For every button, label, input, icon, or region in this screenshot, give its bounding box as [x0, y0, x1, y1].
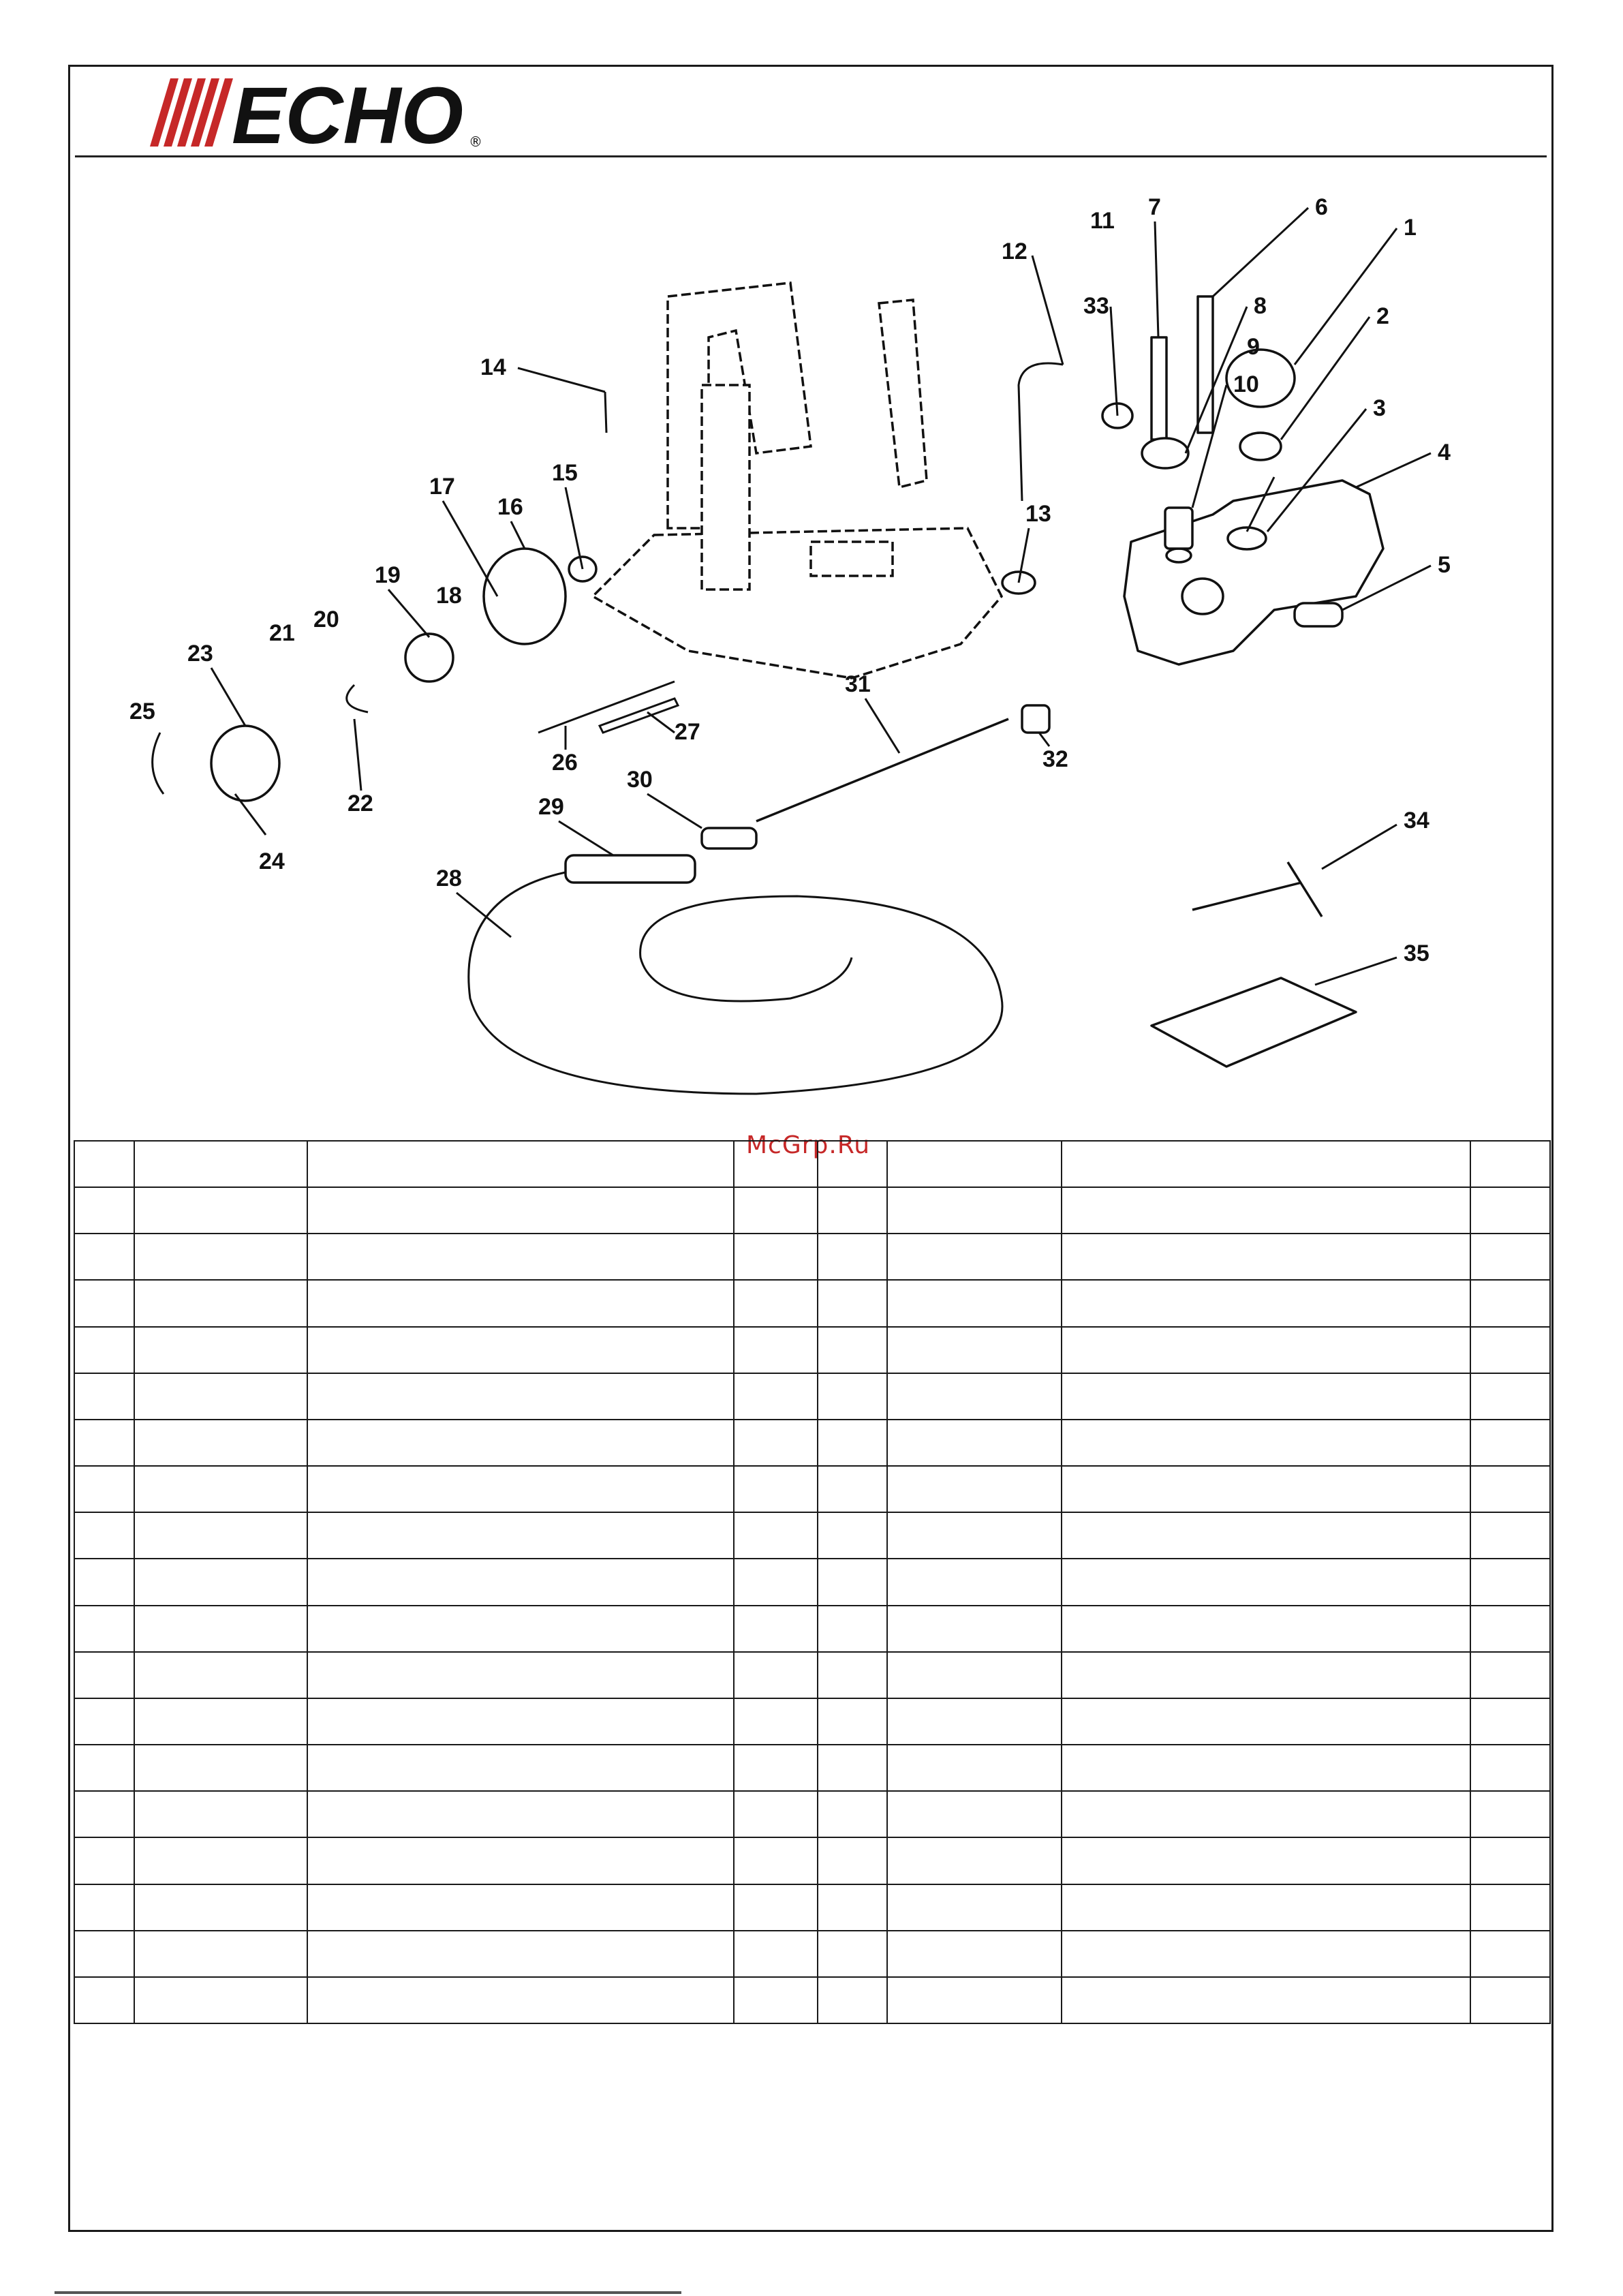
table-cell: [307, 1791, 734, 1837]
table-cell: [1470, 1234, 1550, 1280]
table-cell: [307, 1141, 734, 1187]
table-cell: [74, 1837, 134, 1884]
callout-13: 13: [1025, 501, 1051, 527]
filter: [1165, 508, 1192, 549]
callout-3: 3: [1373, 395, 1386, 421]
table-cell: [134, 1559, 307, 1605]
drain-cap: [1295, 603, 1342, 626]
callout-2: 2: [1376, 303, 1389, 329]
table-row: [74, 1373, 1550, 1420]
callout-7: 7: [1148, 194, 1161, 220]
table-cell: [134, 1884, 307, 1931]
callout-11: 11: [1090, 208, 1115, 234]
table-cell: [307, 1187, 734, 1234]
table-cell: [734, 1187, 818, 1234]
handle-knob: [211, 726, 279, 801]
callout-23: 23: [187, 641, 213, 667]
callout-17: 17: [429, 474, 455, 500]
table-cell: [818, 1512, 887, 1559]
table-cell: [1062, 1512, 1470, 1559]
table-cell: [74, 1280, 134, 1326]
callout-24: 24: [259, 848, 285, 874]
table-cell: [887, 1327, 1062, 1373]
fuel-tank: [1124, 480, 1383, 664]
table-cell: [74, 1698, 134, 1745]
table-cell: [818, 1606, 887, 1652]
pipe-6: [1198, 296, 1213, 433]
table-cell: [74, 1745, 134, 1791]
table-cell: [1470, 1837, 1550, 1884]
table-cell: [1062, 1977, 1470, 2023]
t-wrench: [1192, 862, 1322, 917]
table-cell: [818, 1373, 887, 1420]
table-cell: [134, 1187, 307, 1234]
table-cell: [734, 1745, 818, 1791]
table-cell: [887, 1512, 1062, 1559]
cap-gasket: [1240, 433, 1281, 460]
table-cell: [307, 1698, 734, 1745]
table-cell: [1470, 1512, 1550, 1559]
parts-list-table: [74, 1140, 1551, 2024]
table-row: [74, 1420, 1550, 1466]
table-cell: [818, 1234, 887, 1280]
callout-19: 19: [375, 562, 401, 588]
callout-20: 20: [313, 607, 339, 632]
callout-15: 15: [552, 460, 578, 486]
table-cell: [887, 1141, 1062, 1187]
callout-8: 8: [1254, 293, 1267, 319]
table-cell: [307, 1327, 734, 1373]
table-cell: [1470, 1559, 1550, 1605]
table-cell: [307, 1606, 734, 1652]
callout-32: 32: [1042, 746, 1068, 772]
table-cell: [74, 1373, 134, 1420]
valve-lever: [702, 828, 756, 848]
table-cell: [1062, 1559, 1470, 1605]
table-cell: [734, 1698, 818, 1745]
table-cell: [887, 1420, 1062, 1466]
table-cell: [887, 1466, 1062, 1512]
table-row: [74, 1327, 1550, 1373]
pipe-7: [1151, 337, 1166, 440]
table-cell: [734, 1234, 818, 1280]
table-cell: [1062, 1884, 1470, 1931]
table-cell: [74, 1606, 134, 1652]
table-cell: [818, 1559, 887, 1605]
table-cell: [734, 1652, 818, 1698]
callout-30: 30: [627, 767, 653, 793]
table-cell: [74, 1187, 134, 1234]
table-row: [74, 1977, 1550, 2023]
table-cell: [74, 1234, 134, 1280]
table-cell: [307, 1466, 734, 1512]
table-cell: [887, 1373, 1062, 1420]
table-cell: [134, 1420, 307, 1466]
table-cell: [818, 1884, 887, 1931]
table-cell: [1062, 1698, 1470, 1745]
callout-35: 35: [1404, 940, 1429, 966]
table-cell: [734, 1559, 818, 1605]
table-row: [74, 1234, 1550, 1280]
table-cell: [74, 1327, 134, 1373]
table-cell: [1062, 1141, 1470, 1187]
table-row: [74, 1559, 1550, 1605]
table-cell: [74, 1884, 134, 1931]
table-cell: [1470, 1327, 1550, 1373]
table-cell: [134, 1745, 307, 1791]
table-cell: [134, 1512, 307, 1559]
table-cell: [818, 1187, 887, 1234]
table-cell: [887, 1837, 1062, 1884]
callout-12: 12: [1002, 239, 1027, 264]
plug: [1142, 438, 1188, 468]
table-row: [74, 1745, 1550, 1791]
callout-34: 34: [1404, 808, 1429, 833]
table-cell: [74, 1466, 134, 1512]
clip: [153, 733, 164, 794]
callout-14: 14: [480, 354, 506, 380]
table-cell: [1470, 1141, 1550, 1187]
table-cell: [307, 1559, 734, 1605]
table-row: [74, 1187, 1550, 1234]
backpack-frame: [593, 283, 1002, 678]
table-cell: [818, 1698, 887, 1745]
table-cell: [818, 1327, 887, 1373]
delivery-hose: [469, 872, 1002, 1094]
table-cell: [1470, 1652, 1550, 1698]
table-cell: [74, 1141, 134, 1187]
callout-33: 33: [1083, 293, 1109, 319]
table-cell: [1470, 1187, 1550, 1234]
table-cell: [74, 1977, 134, 2023]
table-cell: [1062, 1280, 1470, 1326]
table-cell: [1062, 1420, 1470, 1466]
table-cell: [134, 1791, 307, 1837]
table-cell: [134, 1327, 307, 1373]
callout-5: 5: [1438, 552, 1451, 578]
table-cell: [734, 1837, 818, 1884]
logo-wordmark: ECHO: [232, 72, 463, 153]
header-rule: [75, 155, 1547, 157]
table-cell: [887, 1931, 1062, 1977]
watermark: McGrp.Ru: [746, 1131, 871, 1159]
table-cell: [734, 1466, 818, 1512]
footer-rule: [55, 2291, 681, 2294]
table-cell: [734, 1512, 818, 1559]
grip: [566, 855, 695, 883]
table-cell: [1470, 1373, 1550, 1420]
table-cell: [1470, 1931, 1550, 1977]
table-cell: [1062, 1234, 1470, 1280]
table-cell: [887, 1187, 1062, 1234]
table-cell: [307, 1652, 734, 1698]
table-cell: [307, 1837, 734, 1884]
table-cell: [734, 1931, 818, 1977]
table-cell: [734, 1280, 818, 1326]
callout-10: 10: [1233, 371, 1259, 397]
callout-4: 4: [1438, 440, 1451, 465]
table-cell: [134, 1606, 307, 1652]
table-cell: [134, 1977, 307, 2023]
table-cell: [307, 1745, 734, 1791]
logo-registered: ®: [469, 134, 482, 150]
table-cell: [307, 1280, 734, 1326]
callout-21: 21: [269, 620, 295, 646]
table-cell: [734, 1606, 818, 1652]
callout-22: 22: [347, 791, 373, 816]
table-row: [74, 1280, 1550, 1326]
logo-stripes-icon: [150, 78, 233, 147]
table-cell: [1062, 1327, 1470, 1373]
exploded-parts-diagram: [75, 160, 1547, 1135]
table-cell: [134, 1373, 307, 1420]
table-cell: [818, 1420, 887, 1466]
callout-29: 29: [538, 794, 564, 820]
lance: [756, 719, 1008, 821]
table-cell: [1062, 1187, 1470, 1234]
table-cell: [734, 1884, 818, 1931]
table-cell: [1470, 1698, 1550, 1745]
table-cell: [734, 1977, 818, 2023]
table-cell: [134, 1280, 307, 1326]
table-row: [74, 1606, 1550, 1652]
table-cell: [734, 1791, 818, 1837]
table-cell: [887, 1280, 1062, 1326]
table-cell: [818, 1791, 887, 1837]
table-row: [74, 1791, 1550, 1837]
table-cell: [1470, 1884, 1550, 1931]
table-cell: [818, 1466, 887, 1512]
table-cell: [734, 1141, 818, 1187]
pump-body: [484, 549, 566, 644]
callout-18: 18: [436, 583, 462, 609]
table-cell: [818, 1745, 887, 1791]
table-cell: [307, 1977, 734, 2023]
table-cell: [1062, 1652, 1470, 1698]
table-cell: [1062, 1373, 1470, 1420]
table-cell: [734, 1373, 818, 1420]
table-cell: [887, 1234, 1062, 1280]
table-cell: [1470, 1420, 1550, 1466]
cylinder: [405, 634, 453, 682]
table-cell: [887, 1606, 1062, 1652]
table-row: [74, 1931, 1550, 1977]
table-cell: [134, 1837, 307, 1884]
table-cell: [74, 1791, 134, 1837]
table-cell: [74, 1559, 134, 1605]
table-cell: [818, 1931, 887, 1977]
table-cell: [818, 1280, 887, 1326]
table-cell: [1062, 1837, 1470, 1884]
table-cell: [134, 1141, 307, 1187]
table-cell: [1470, 1466, 1550, 1512]
table-cell: [1062, 1466, 1470, 1512]
table-row: [74, 1884, 1550, 1931]
table-cell: [818, 1977, 887, 2023]
table-cell: [134, 1698, 307, 1745]
table-cell: [887, 1652, 1062, 1698]
fitting-32: [1022, 705, 1049, 733]
table-cell: [307, 1884, 734, 1931]
table-cell: [307, 1420, 734, 1466]
table-cell: [887, 1559, 1062, 1605]
owners-manual: [1151, 978, 1356, 1067]
table-cell: [134, 1931, 307, 1977]
table-cell: [887, 1884, 1062, 1931]
table-cell: [1062, 1606, 1470, 1652]
echo-logo: [136, 72, 491, 153]
table-row: [74, 1141, 1550, 1187]
table-cell: [734, 1327, 818, 1373]
table-cell: [1470, 1745, 1550, 1791]
table-cell: [307, 1931, 734, 1977]
callout-1: 1: [1404, 215, 1417, 241]
callout-31: 31: [845, 671, 871, 697]
suction-hose: [1019, 363, 1063, 501]
table-cell: [818, 1652, 887, 1698]
table-cell: [307, 1512, 734, 1559]
table-row: [74, 1466, 1550, 1512]
table-cell: [887, 1745, 1062, 1791]
table-cell: [1470, 1280, 1550, 1326]
table-cell: [1470, 1977, 1550, 2023]
table-cell: [74, 1931, 134, 1977]
table-cell: [74, 1652, 134, 1698]
table-row: [74, 1698, 1550, 1745]
callout-25: 25: [129, 699, 155, 724]
table-cell: [307, 1373, 734, 1420]
table-cell: [734, 1420, 818, 1466]
table-cell: [307, 1234, 734, 1280]
screw-14: [605, 392, 606, 433]
callout-6: 6: [1315, 194, 1328, 220]
table-cell: [1470, 1606, 1550, 1652]
table-cell: [887, 1698, 1062, 1745]
table-cell: [134, 1466, 307, 1512]
callout-27: 27: [675, 719, 700, 745]
table-cell: [887, 1977, 1062, 2023]
table-cell: [887, 1791, 1062, 1837]
table-cell: [74, 1420, 134, 1466]
callout-28: 28: [436, 866, 462, 891]
table-cell: [134, 1652, 307, 1698]
table-row: [74, 1837, 1550, 1884]
callout-26: 26: [552, 750, 578, 776]
table-cell: [818, 1141, 887, 1187]
callout-16: 16: [497, 494, 523, 520]
table-row: [74, 1652, 1550, 1698]
table-cell: [1470, 1791, 1550, 1837]
table-cell: [134, 1234, 307, 1280]
table-cell: [1062, 1791, 1470, 1837]
table-cell: [74, 1512, 134, 1559]
table-cell: [1062, 1745, 1470, 1791]
table-cell: [1062, 1931, 1470, 1977]
table-cell: [818, 1837, 887, 1884]
callout-9: 9: [1247, 334, 1260, 360]
table-row: [74, 1512, 1550, 1559]
